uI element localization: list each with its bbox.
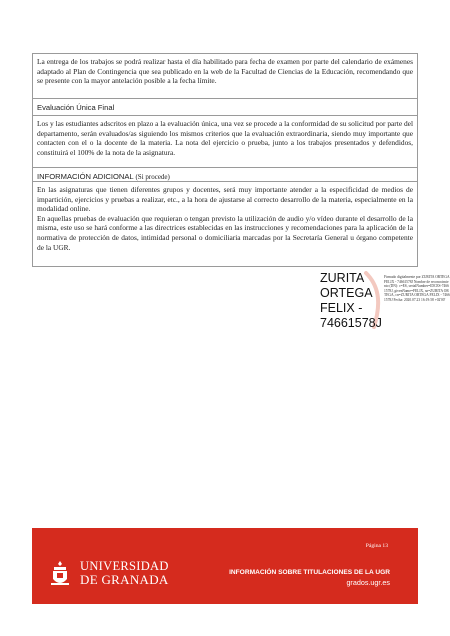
info-adicional-paragraph-2: En aquellas pruebas de evaluación que requieran o tengan previsto la utilización de audio y/o vídeo durante el desarrollo de la misma, este uso se hará conforme a las directrices establecidas en las instrucciones y recomendaciones para la aplicación de la normativa de protección de datos, intimidad personal o domiciliaria marcadas por la Secretaría General u órgano competente de la UGR.	[37, 213, 413, 252]
website-link[interactable]: grados.ugr.es	[346, 578, 390, 587]
page-number: Página 13	[365, 543, 388, 549]
info-adicional-heading-row	[33, 168, 417, 182]
signature-name-line: 74661578J	[320, 316, 382, 330]
university-name-line-1: UNIVERSIDAD	[80, 559, 169, 573]
digital-signature	[320, 271, 450, 330]
footer-banner	[32, 528, 418, 604]
info-adicional-title: INFORMACIÓN ADICIONAL	[37, 172, 134, 181]
intro-row	[33, 54, 417, 99]
signature-name-line: ORTEGA	[320, 286, 373, 300]
evaluacion-unica-paragraph: Los y las estudiantes adscritos en plazo a la evaluación única, una vez se procede a la conformidad de su solicitud por parte del departamento, serán evaluados/as siguiendo los mismos criterios que la evaluación extraordinaria, siendo muy importante que contacten con el o la docente de la materia. La nota del ejercicio o prueba, junto a los trabajos presentados y defendidos, constituirá el 100% de la nota de la asignatura.	[37, 119, 413, 157]
signature-details: Firmado digitalmente por ZURITA ORTEGA FELIX - 74661578J Nombre de reconocimiento (DN): c=ES, serialNumber=IDCES-74661578J, givenName=FELIX, sn=ZURITA ORTEGA, cn=ZURITA ORTEGA FELIX - 74661578J Fecha: 2020.07.23 16:19:58 +02'00'	[384, 275, 450, 302]
info-adicional-body-row	[33, 182, 417, 266]
evaluacion-unica-body-row	[33, 116, 417, 168]
evaluation-table	[32, 53, 418, 267]
evaluacion-unica-heading: Evaluación Única Final	[37, 103, 115, 112]
signature-name-line: ZURITA	[320, 271, 365, 285]
university-name-line-2: DE GRANADA	[80, 572, 169, 587]
info-adicional-paragraph-1: En las asignaturas que tienen diferentes grupos y docentes, será muy importante atender a la especificidad de medios de impartición, ejercicios y pruebas a realizar, etc., a la hora de ajustarse al correcto desarrollo de la materia, especialmente en la modalidad online.	[37, 185, 413, 214]
info-adicional-note: (Si procede)	[135, 173, 170, 181]
university-crest-icon	[48, 559, 72, 589]
signature-name	[320, 271, 382, 331]
signature-name-line: FELIX -	[320, 301, 363, 315]
evaluacion-unica-heading-row	[33, 99, 417, 116]
university-name	[80, 559, 169, 587]
intro-paragraph: La entrega de los trabajos se podrá realizar hasta el día habilitado para fecha de examen por parte del calendario de exámenes adaptado al Plan de Contingencia que sea publicado en la web de la Facultad de Ciencias de la Educación, recomendando que se presente con la mayor antelación posible a la fecha límite.	[37, 57, 413, 86]
info-title: INFORMACIÓN SOBRE TITULACIONES DE LA UGR	[229, 569, 390, 576]
info-block	[229, 568, 390, 588]
